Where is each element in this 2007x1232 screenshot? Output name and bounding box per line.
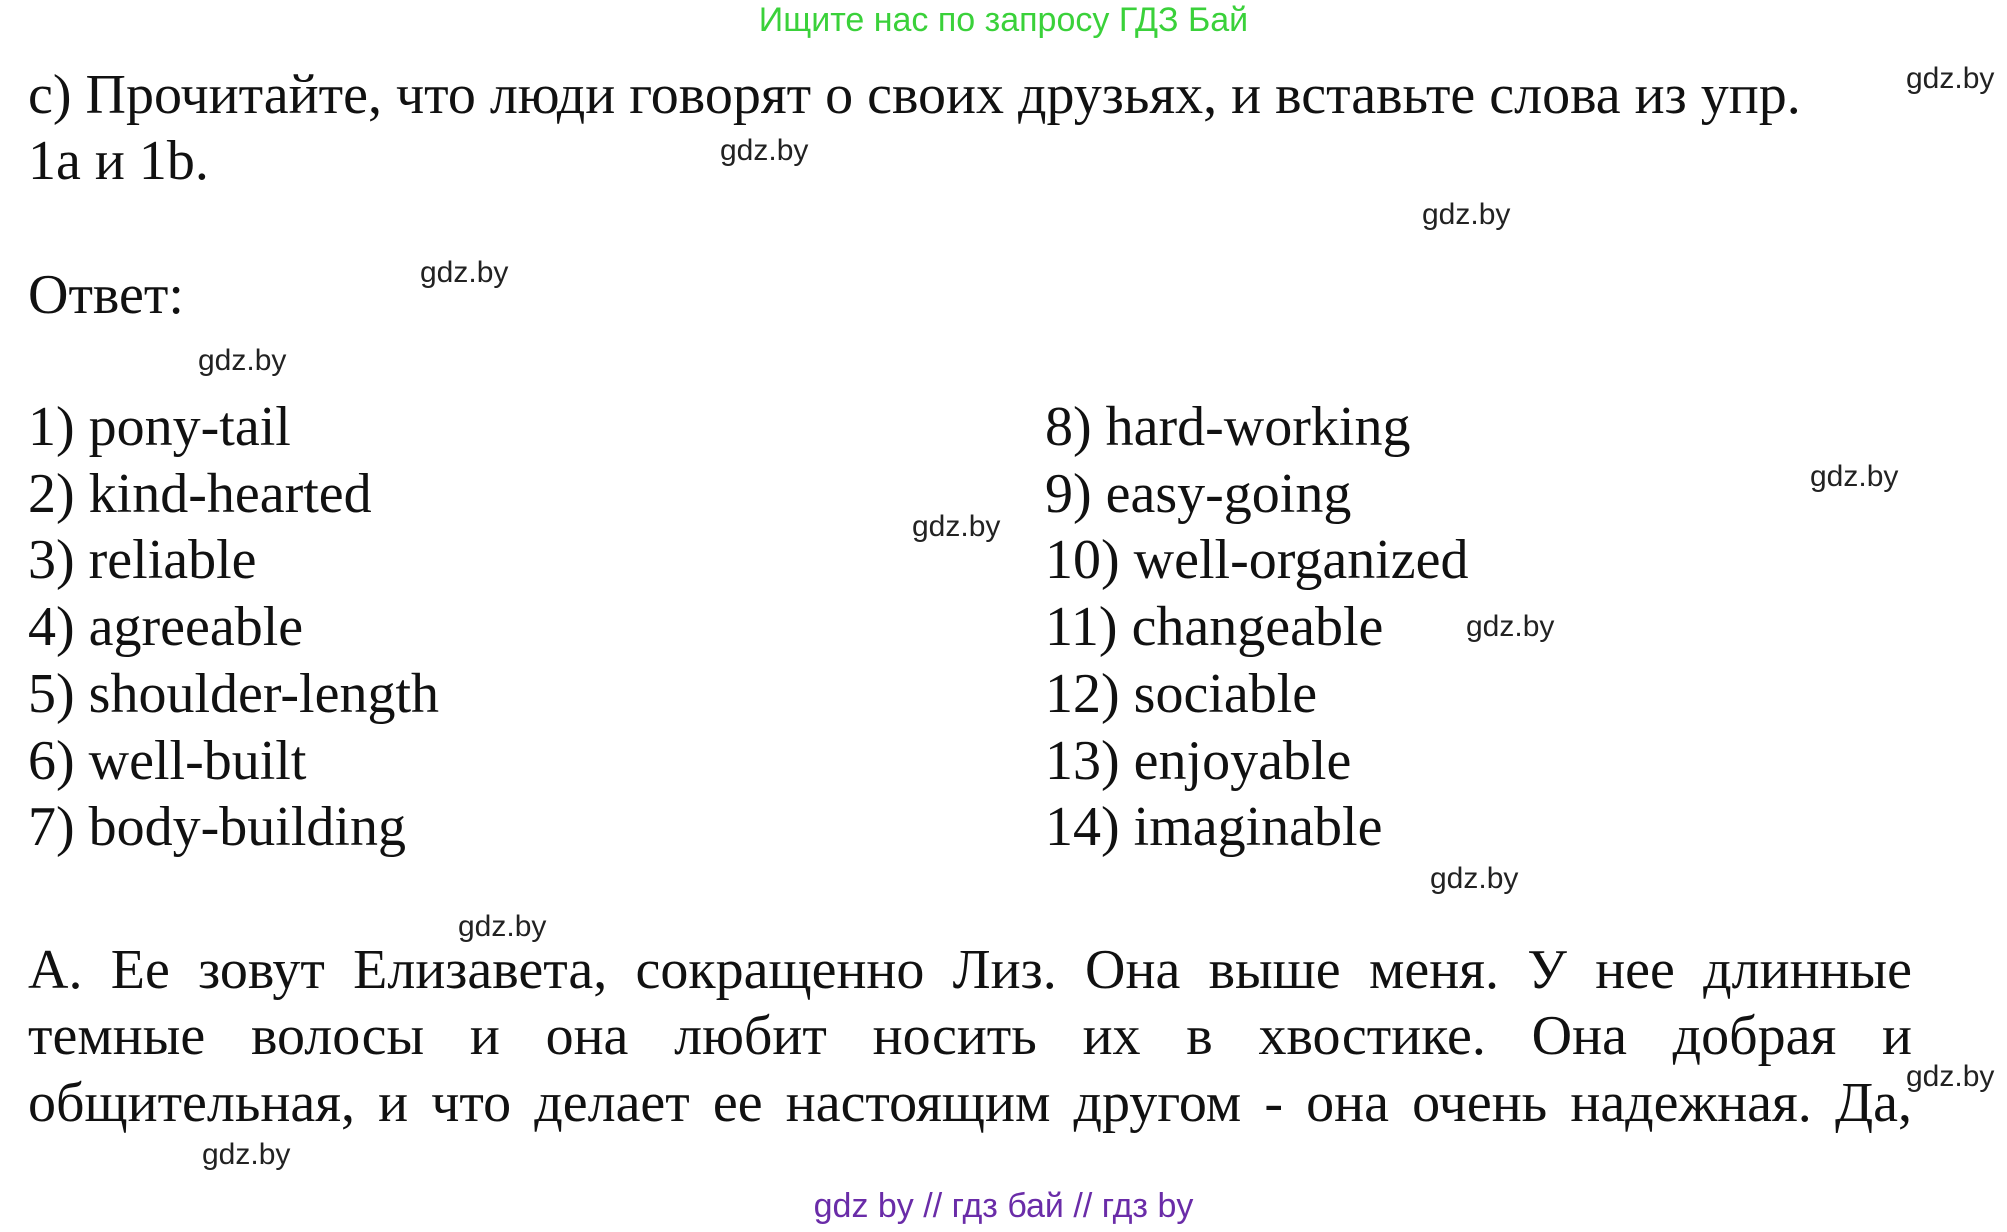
watermark: gdz.by [202, 1138, 291, 1171]
answers-right-column [1045, 394, 1468, 861]
watermark: gdz.by [1906, 1060, 1995, 1093]
task-line-1: c) Прочитайте, что люди говорят о своих друзьях, и вставьте слова из упр. [28, 64, 1801, 126]
answer-item: 10) well-organized [1045, 529, 1469, 592]
search-banner: Ищите нас по запросу ГДЗ Бай [758, 1, 1249, 39]
paragraph-line-3: общительная, и что делает ее настоящим другом - она очень надежная. Да, [28, 1072, 1912, 1134]
answer-item: 9) easy-going [1045, 462, 1352, 525]
answer-item: 2) kind-hearted [28, 462, 372, 525]
watermark: gdz.by [198, 344, 287, 377]
answer-item: 8) hard-working [1045, 396, 1411, 458]
answer-item: 7) body-building [28, 796, 406, 859]
watermark: gdz.by [1422, 198, 1511, 231]
watermark: gdz.by [420, 256, 509, 289]
answer-item: 5) shoulder-length [28, 662, 440, 725]
answer-label: Ответ: [28, 264, 184, 326]
answer-item: 3) reliable [28, 529, 257, 592]
answers-left-column [28, 394, 439, 861]
answer-item: 4) agreeable [28, 596, 304, 659]
answer-item: 6) well-built [28, 729, 307, 792]
task-line-2: 1a и 1b. [28, 130, 209, 192]
watermark: gdz.by [1810, 460, 1899, 493]
answer-item: 1) pony-tail [28, 396, 291, 458]
answer-item: 12) sociable [1045, 662, 1318, 725]
answer-item: 11) changeable [1045, 596, 1384, 659]
watermark: gdz.by [1430, 862, 1519, 895]
footer-links: gdz by // гдз бай // гдз by [813, 1187, 1194, 1225]
paragraph-line-2: темные волосы и она любит носить их в хвостике. Она добрая и [28, 1005, 1912, 1067]
answer-item: 14) imaginable [1045, 796, 1383, 859]
paragraph-line-1: А. Ее зовут Елизавета, сокращенно Лиз. Она выше меня. У нее длинные [28, 939, 1912, 1001]
watermark: gdz.by [1906, 62, 1995, 95]
watermark: gdz.by [458, 910, 547, 943]
answer-item: 13) enjoyable [1045, 729, 1352, 792]
watermark: gdz.by [912, 510, 1001, 543]
watermark: gdz.by [720, 134, 809, 167]
watermark: gdz.by [1466, 610, 1555, 643]
